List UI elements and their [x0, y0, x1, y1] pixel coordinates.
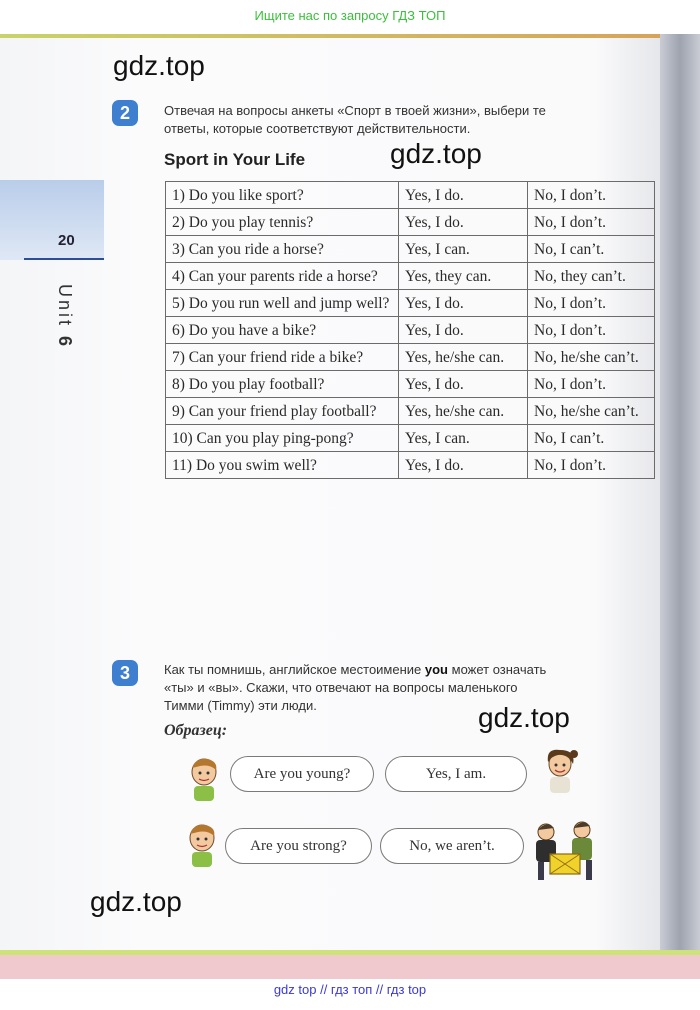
page-number-rule	[24, 258, 104, 260]
no-answer-cell: No, he/she can’t.	[528, 344, 655, 371]
table-row	[166, 263, 655, 290]
table-row	[166, 452, 655, 479]
yes-answer-cell: Yes, I do.	[399, 317, 528, 344]
question-cell: 10) Can you play ping-pong?	[166, 425, 399, 452]
no-answer-cell: No, I don’t.	[528, 317, 655, 344]
yes-answer-cell: Yes, he/she can.	[399, 398, 528, 425]
table-row	[166, 398, 655, 425]
survey-table	[165, 181, 655, 479]
boy-timmy-icon	[184, 822, 220, 868]
no-answer-cell: No, I don’t.	[528, 452, 655, 479]
question-cell: 1) Do you like sport?	[166, 182, 399, 209]
page-top-edge	[0, 34, 700, 38]
no-answer-cell: No, I don’t.	[528, 182, 655, 209]
speech-bubble-question: Are you young?	[230, 756, 374, 792]
yes-answer-cell: Yes, they can.	[399, 263, 528, 290]
watermark: gdz.top	[478, 702, 570, 733]
instruction-line: ответы, которые соответствуют действительности.	[164, 121, 471, 136]
instruction-line: Тимми (Timmy) эти люди.	[164, 698, 317, 713]
no-answer-cell: No, I can’t.	[528, 236, 655, 263]
instruction-text: Как ты помнишь, английское местоимение	[164, 662, 425, 677]
exercise-instruction	[164, 102, 546, 138]
sample-label: Образец:	[164, 722, 228, 739]
exercise-number-badge: 3	[112, 660, 138, 686]
speech-bubble-answer: No, we aren’t.	[380, 828, 524, 864]
instruction-line	[164, 661, 546, 679]
question-cell: 4) Can your parents ride a horse?	[166, 263, 399, 290]
unit-word: Unit	[55, 284, 75, 329]
yes-answer-cell: Yes, I do.	[399, 452, 528, 479]
question-cell: 2) Do you play tennis?	[166, 209, 399, 236]
table-title: Sport in Your Life	[164, 150, 306, 169]
speech-bubble-answer: Yes, I am.	[385, 756, 527, 792]
no-answer-cell: No, I don’t.	[528, 290, 655, 317]
table-row	[166, 371, 655, 398]
search-banner: Ищите нас по запросу ГДЗ ТОП	[254, 8, 446, 23]
no-answer-cell: No, I don’t.	[528, 209, 655, 236]
table-row	[166, 344, 655, 371]
table-row	[166, 236, 655, 263]
no-answer-cell: No, he/she can’t.	[528, 398, 655, 425]
yes-answer-cell: Yes, I do.	[399, 290, 528, 317]
unit-label	[54, 284, 75, 349]
question-cell: 3) Can you ride a horse?	[166, 236, 399, 263]
speech-bubble-question: Are you strong?	[225, 828, 372, 864]
table-row	[166, 317, 655, 344]
exercise-instruction	[164, 661, 546, 715]
table-row	[166, 425, 655, 452]
no-answer-cell: No, they can’t.	[528, 263, 655, 290]
instruction-line: «ты» и «вы». Скажи, что отвечают на вопросы маленького	[164, 680, 518, 695]
young-woman-icon	[540, 746, 580, 794]
question-cell: 8) Do you play football?	[166, 371, 399, 398]
table-row	[166, 209, 655, 236]
instruction-keyword: you	[424, 662, 449, 677]
watermark: gdz.top	[113, 50, 205, 81]
instruction-text: может означать	[448, 662, 547, 677]
page-spine-shadow	[660, 34, 700, 979]
margin-color-block	[0, 180, 104, 260]
yes-answer-cell: Yes, I do.	[399, 182, 528, 209]
watermark: gdz.top	[90, 886, 182, 917]
yes-answer-cell: Yes, he/she can.	[399, 344, 528, 371]
yes-answer-cell: Yes, I can.	[399, 236, 528, 263]
men-lifting-box-icon	[530, 820, 600, 882]
instruction-line: Отвечая на вопросы анкеты «Спорт в твоей жизни», выбери те	[164, 103, 546, 118]
question-cell: 5) Do you run well and jump well?	[166, 290, 399, 317]
yes-answer-cell: Yes, I do.	[399, 371, 528, 398]
question-cell: 6) Do you have a bike?	[166, 317, 399, 344]
unit-number: 6	[55, 336, 75, 350]
watermark: gdz.top	[390, 138, 482, 169]
yes-answer-cell: Yes, I can.	[399, 425, 528, 452]
page-number: 20	[58, 232, 75, 249]
boy-timmy-icon	[186, 756, 222, 802]
page-bottom-strip	[0, 955, 700, 979]
bottom-links[interactable]: gdz top // гдз топ // гдз top	[273, 982, 427, 997]
table-row	[166, 290, 655, 317]
no-answer-cell: No, I don’t.	[528, 371, 655, 398]
exercise-number-badge: 2	[112, 100, 138, 126]
question-cell: 7) Can your friend ride a bike?	[166, 344, 399, 371]
table-row	[166, 182, 655, 209]
no-answer-cell: No, I can’t.	[528, 425, 655, 452]
question-cell: 9) Can your friend play football?	[166, 398, 399, 425]
question-cell: 11) Do you swim well?	[166, 452, 399, 479]
yes-answer-cell: Yes, I do.	[399, 209, 528, 236]
